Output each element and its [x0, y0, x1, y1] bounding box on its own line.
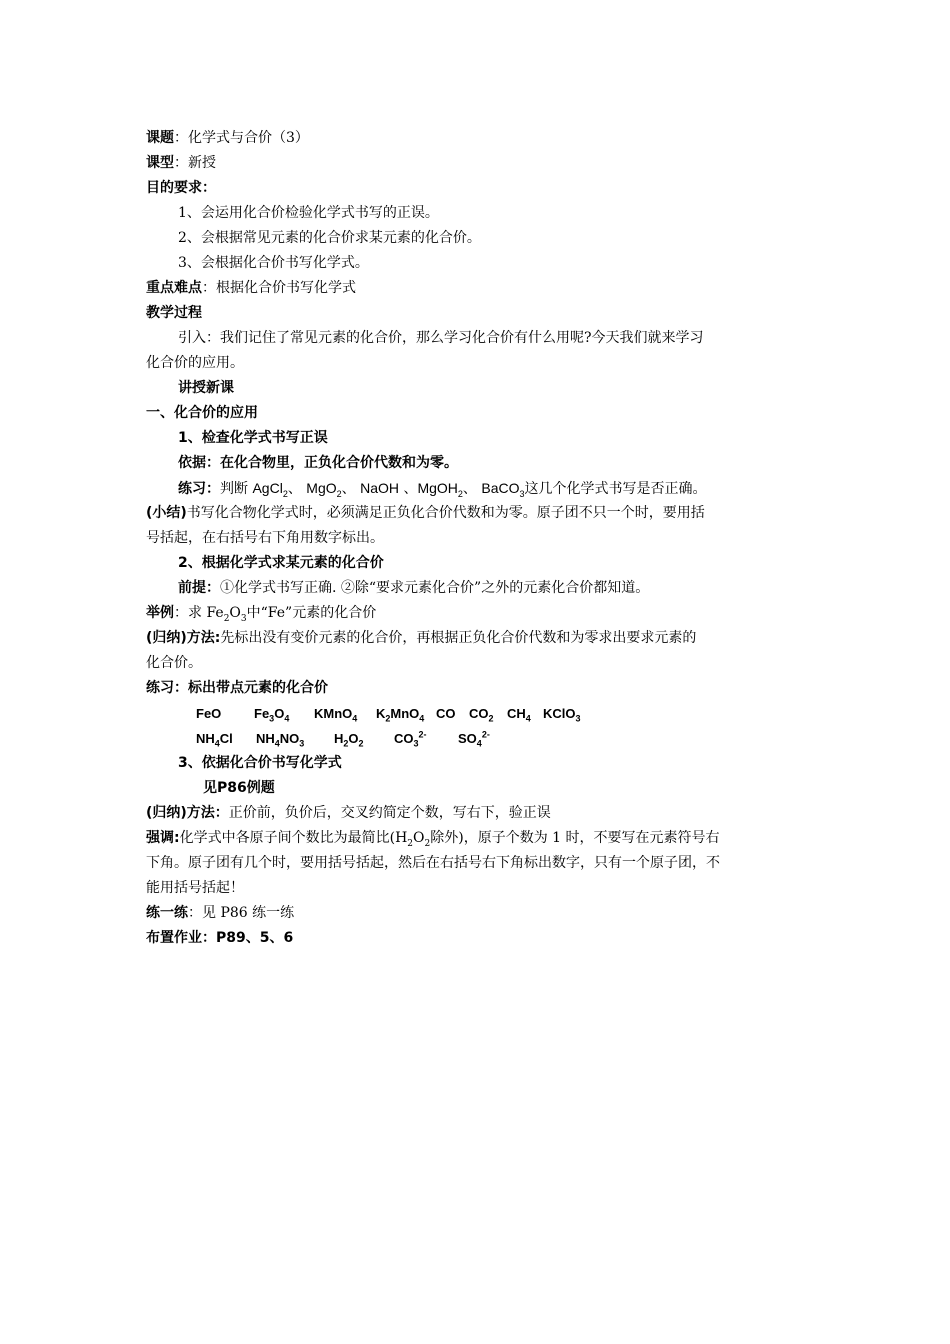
formula-item [436, 701, 469, 726]
premise-text: ①化学式书写正确. ②除“要求元素化合价”之外的元素化合价都知道。 [220, 580, 650, 596]
summary-text-1: 书写化合物化学式时，必须满足正负化合价代数和为零。原子团不只一个时，要用括 [186, 505, 705, 521]
formula-text: MnO [390, 706, 420, 721]
formula-text: FeO [196, 706, 222, 721]
emphasis-text: 除外)，原子个数为 1 时，不要写在元素符号右 [430, 830, 720, 846]
formula-item [254, 701, 314, 726]
method-text-1: 先标出没有变价元素的化合价，再根据正负化合价代数和为零求出要求元素的 [220, 630, 697, 646]
emphasis-text: 化学式中各原子间个数比为最简比(H [179, 830, 408, 846]
new-lesson-heading: 讲授新课 [178, 380, 234, 396]
formula-text: CO [436, 706, 456, 721]
formula-item [543, 701, 593, 726]
formula-subscript: 2 [343, 738, 349, 749]
emphasis-line-1 [146, 826, 816, 851]
goal-2: 2、会根据常见元素的化合价求某元素的化合价。 [178, 230, 481, 246]
formula-text: SO [458, 731, 477, 746]
practice-row-2 [196, 726, 866, 751]
formula-item [196, 726, 256, 751]
homework-line: 布置作业：P89、5、6 [146, 930, 294, 946]
formula-text: AgCl [252, 480, 283, 496]
keypoint-value: ：根据化合价书写化学式 [202, 280, 356, 296]
goal-3: 3、会根据化合价书写化学式。 [178, 255, 369, 271]
formula-item [394, 726, 458, 751]
type-value: ：新授 [174, 155, 216, 171]
sub3-see-example: 见P86例题 [203, 780, 275, 796]
emphasis-label: 强调: [146, 830, 180, 846]
practice-label: 练习：标出带点元素的化合价 [146, 680, 328, 696]
formula-subscript: 3 [413, 738, 419, 749]
topic-value: ：化学式与合价（3） [174, 130, 309, 146]
formula-item [507, 701, 543, 726]
formula-subscript: 4 [476, 738, 482, 749]
keypoint-line [146, 276, 816, 301]
formula-subscript: 4 [214, 738, 220, 749]
formula-text: MgOH [417, 480, 458, 496]
type-label: 课型 [146, 155, 174, 171]
summary-line-1 [146, 501, 816, 526]
formula-item [334, 726, 394, 751]
type-line [146, 151, 816, 176]
formula-text: H [334, 731, 344, 746]
formula-agcl2 [252, 480, 288, 499]
exercise-suffix: 这几个化学式书写是否正确。 [524, 481, 707, 497]
formula-item [196, 701, 254, 726]
exercise-label: 练习： [178, 481, 220, 497]
separator: 、 [403, 481, 418, 497]
formula-subscript: 4 [525, 713, 531, 724]
sub1-basis: 依据：在化合物里，正负化合价代数和为零。 [178, 455, 458, 471]
example-label: 举例 [146, 605, 174, 621]
method-line-1 [146, 626, 816, 651]
intro-line-2: 化合价的应用。 [146, 355, 244, 371]
formula-subscript: 4 [284, 713, 290, 724]
formula-text: NO [279, 731, 300, 746]
formula-baco3 [481, 480, 525, 499]
formula-subscript: 2 [358, 738, 364, 749]
formula-text: KClO [543, 706, 576, 721]
separator: 、 [341, 481, 356, 497]
formula-text: Fe [254, 706, 270, 721]
formula-subscript: 2 [488, 713, 494, 724]
example-prefix: ：求 Fe [174, 605, 224, 621]
emphasis-text: O [413, 830, 425, 846]
formula-subscript: 4 [419, 713, 425, 724]
formula-subscript: 2 [407, 838, 414, 849]
formula-text: CH [507, 706, 526, 721]
summary-label: (小结) [146, 505, 187, 521]
example-line [146, 601, 816, 626]
formula-subscript: 2 [282, 488, 288, 499]
topic-line [146, 126, 816, 151]
formula-subscript: 4 [352, 713, 358, 724]
formula-text: K [376, 706, 386, 721]
exercise-line-label: 练一练 [146, 905, 188, 921]
formula-subscript: 2 [424, 838, 431, 849]
formula-text: O [274, 706, 285, 721]
example-mid: O [229, 605, 241, 621]
formula-item [376, 701, 436, 726]
formula-mgo2 [306, 480, 342, 499]
sub1-title: 1、检查化学式书写正误 [178, 430, 328, 446]
formula-item [458, 726, 518, 751]
goal-1: 1、会运用化合价检验化学式书写的正误。 [178, 205, 439, 221]
formula-item [314, 701, 376, 726]
formula-text: Cl [219, 731, 233, 746]
formula-naoh [360, 480, 399, 496]
formula-mgoh2 [417, 480, 463, 499]
formula-subscript: 3 [299, 738, 305, 749]
separator: 、 [462, 481, 477, 497]
summary-line-2: 号括起，在右括号右下角用数字标出。 [146, 530, 384, 546]
intro-line-1: 引入：我们记住了常见元素的化合价，那么学习化合价有什么用呢?今天我们就来学习 [178, 330, 704, 346]
formula-superscript: 2- [481, 729, 490, 740]
formula-text: MgO [306, 480, 337, 496]
formula-text: CO [394, 731, 414, 746]
process-label: 教学过程 [146, 305, 202, 321]
formula-subscript: 2 [385, 713, 391, 724]
emphasis-line-2: 下角。原子团有几个时，要用括号括起，然后在右括号右下角标出数字，只有一个原子团，不 [146, 855, 720, 871]
formula-text: NH [196, 731, 215, 746]
formula-subscript: 2 [223, 613, 230, 624]
example-suffix: 中“Fe”元素的化合价 [246, 605, 377, 621]
formula-subscript: 2 [336, 488, 342, 499]
sub1-exercise [178, 476, 848, 502]
formula-text: CO [469, 706, 489, 721]
formula-subscript: 3 [240, 613, 247, 624]
formula-subscript: 2 [457, 488, 463, 499]
sub2-title: 2、根据化学式求某元素的化合价 [178, 555, 384, 571]
premise-label: 前提： [178, 580, 220, 596]
topic-label: 课题 [146, 130, 174, 146]
keypoint-label: 重点难点 [146, 280, 202, 296]
emphasis-line-3: 能用括号括起！ [146, 880, 244, 896]
exercise-line-value: ：见 P86 练一练 [188, 905, 295, 921]
formula-superscript: 2- [418, 729, 427, 740]
exercise-prefix: 判断 [220, 481, 248, 497]
method-line-2: 化合价。 [146, 655, 202, 671]
formula-subscript: 3 [575, 713, 581, 724]
sub3-title: 3、依据化合价书写化学式 [178, 755, 342, 771]
method2-label: (归纳)方法： [146, 805, 229, 821]
formula-subscript: 3 [519, 488, 525, 499]
sub2-premise [178, 576, 848, 601]
formula-subscript: 3 [269, 713, 275, 724]
practice-row-1 [196, 701, 866, 726]
method2-value: 正价前，负价后，交叉约简定个数，写右下，验正误 [228, 805, 551, 821]
formula-subscript: 4 [274, 738, 280, 749]
formula-item [469, 701, 507, 726]
method2-line [146, 801, 816, 826]
formula-text: BaCO [481, 480, 520, 496]
formula-text: O [348, 731, 359, 746]
exercise-line [146, 901, 816, 926]
goals-label: 目的要求： [146, 180, 216, 196]
separator: 、 [287, 481, 302, 497]
formula-text: KMnO [314, 706, 353, 721]
formula-text: NH [256, 731, 275, 746]
method-label: (归纳)方法: [146, 630, 221, 646]
section-1-heading: 一、化合价的应用 [146, 405, 258, 421]
formula-text: NaOH [360, 480, 399, 496]
formula-item [256, 726, 334, 751]
